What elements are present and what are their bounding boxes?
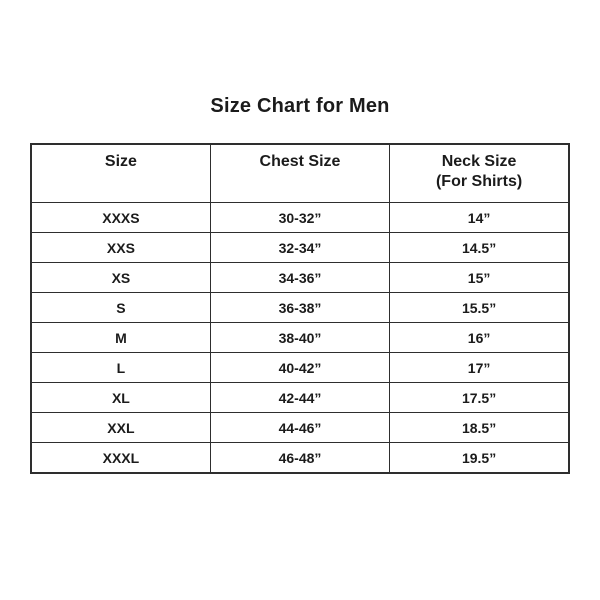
cell-neck: 19.5” (390, 443, 569, 474)
table-row (31, 413, 569, 443)
table-row (31, 263, 569, 293)
header-row (31, 144, 569, 203)
table-row (31, 353, 569, 383)
cell-neck: 14” (390, 203, 569, 233)
header-label: Neck Size (441, 153, 517, 170)
header-neck-size (390, 144, 569, 203)
table-header (31, 144, 569, 203)
table-row (31, 383, 569, 413)
table-row (31, 323, 569, 353)
cell-neck: 17.5” (390, 383, 569, 413)
table-row (31, 203, 569, 233)
page-title: Size Chart for Men (210, 95, 390, 117)
cell-chest: 46-48” (210, 443, 389, 474)
cell-size: L (31, 353, 210, 383)
header-chest-size (210, 144, 389, 203)
table-row (31, 293, 569, 323)
cell-chest: 42-44” (210, 383, 389, 413)
cell-chest: 30-32” (210, 203, 389, 233)
table-row (31, 233, 569, 263)
header-label: Size (104, 153, 137, 170)
header-size (31, 144, 210, 203)
cell-neck: 16” (390, 323, 569, 353)
table-body (31, 203, 569, 474)
cell-neck: 17” (390, 353, 569, 383)
cell-size: XXXL (31, 443, 210, 474)
cell-chest: 34-36” (210, 263, 389, 293)
cell-neck: 15” (390, 263, 569, 293)
cell-size: XS (31, 263, 210, 293)
cell-chest: 36-38” (210, 293, 389, 323)
cell-chest: 40-42” (210, 353, 389, 383)
cell-size: XXL (31, 413, 210, 443)
header-sublabel: (For Shirts) (435, 173, 523, 190)
cell-neck: 18.5” (390, 413, 569, 443)
cell-chest: 44-46” (210, 413, 389, 443)
cell-size: XXS (31, 233, 210, 263)
cell-neck: 15.5” (390, 293, 569, 323)
header-label: Chest Size (259, 153, 341, 170)
cell-size: XL (31, 383, 210, 413)
table-row (31, 443, 569, 474)
cell-chest: 32-34” (210, 233, 389, 263)
size-chart-table (30, 143, 570, 474)
cell-size: M (31, 323, 210, 353)
cell-size: S (31, 293, 210, 323)
cell-chest: 38-40” (210, 323, 389, 353)
cell-size: XXXS (31, 203, 210, 233)
cell-neck: 14.5” (390, 233, 569, 263)
